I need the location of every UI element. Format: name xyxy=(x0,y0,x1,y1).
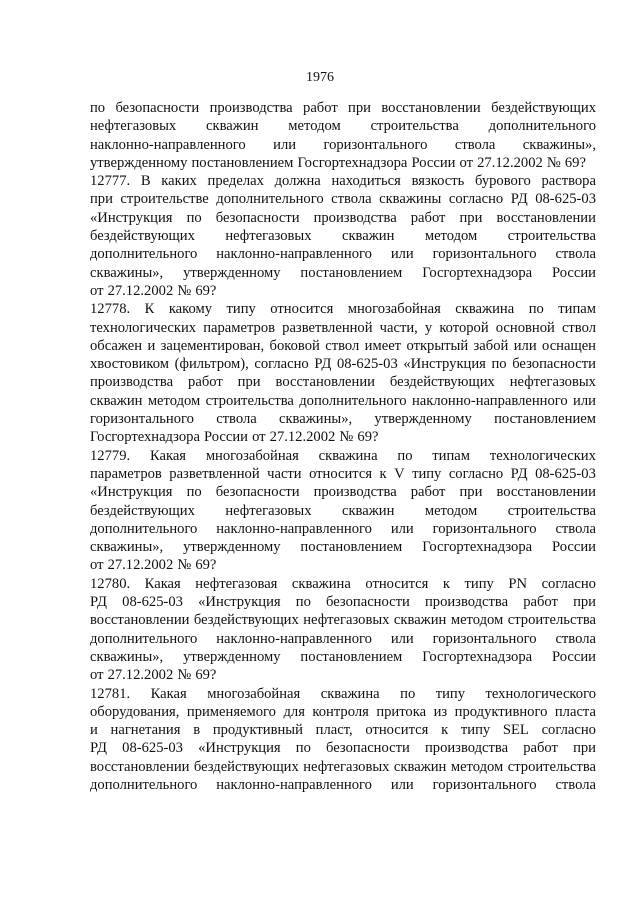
text-line: от 27.12.2002 № 69? xyxy=(90,557,217,574)
text-line: Госгортехнадзора России от 27.12.2002 № 69? xyxy=(90,429,379,446)
text-line: параметров разветвленной части относится к V типу согласно РД 08-625-03 xyxy=(90,465,596,482)
text-line: «Инструкция по безопасности производства работ при восстановлении xyxy=(90,209,596,226)
text-line: горизонтального ствола скважины», утвержденному постановлением xyxy=(90,411,596,428)
text-line: наклонно-направленного или горизонтального ствола скважины», xyxy=(90,136,596,153)
text-line: восстановлении бездействующих нефтегазовых скважин методом строительства xyxy=(90,612,596,629)
text-line: дополнительного наклонно-направленного или горизонтального ствола xyxy=(90,520,596,537)
text-line: по безопасности производства работ при восстановлении бездействующих xyxy=(90,100,596,116)
text-line: производства работ при восстановлении бездействующих нефтегазовых xyxy=(90,374,596,391)
text-line: дополнительного наклонно-направленного или горизонтального ствола xyxy=(90,246,596,263)
text-line: нефтегазовых скважин методом строительства дополнительного xyxy=(90,118,596,135)
text-line: скважины», утвержденному постановлением Госгортехнадзора России xyxy=(90,648,596,665)
text-line: 12779. Какая многозабойная скважина по типам технологических xyxy=(90,447,596,464)
text-line: при строительстве дополнительного ствола скважины согласно РД 08-625-03 xyxy=(90,191,596,208)
text-line: скважины», утвержденному постановлением Госгортехнадзора России xyxy=(90,264,596,281)
text-line: хвостовиком (фильтром), согласно РД 08-625-03 «Инструкция по безопасности xyxy=(90,356,596,373)
text-line: и нагнетания в продуктивный пласт, относится к типу SEL согласно xyxy=(90,722,596,739)
text-line: обсажен и зацементирован, боковой ствол имеет открытый забой или оснащен xyxy=(90,337,596,354)
text-line: 12780. Какая нефтегазовая скважина относится к типу PN согласно xyxy=(90,575,596,592)
page-number: 1976 xyxy=(306,70,334,85)
text-line: дополнительного наклонно-направленного или горизонтального ствола xyxy=(90,630,596,647)
text-line: РД 08-625-03 «Инструкция по безопасности производства работ при xyxy=(90,740,596,757)
text-line: дополнительного наклонно-направленного или горизонтального ствола xyxy=(90,776,596,793)
text-line: скважин методом строительства дополнительного наклонно-направленного или xyxy=(90,392,596,409)
text-line: 12778. К какому типу относится многозабойная скважина по типам xyxy=(90,301,596,318)
body-text xyxy=(90,99,596,794)
text-line: 12777. В каких пределах должна находиться вязкость бурового раствора xyxy=(90,173,596,190)
text-line: бездействующих нефтегазовых скважин методом строительства xyxy=(90,502,596,519)
text-line: бездействующих нефтегазовых скважин методом строительства xyxy=(90,228,596,245)
text-line: от 27.12.2002 № 69? xyxy=(90,282,217,299)
text-line: от 27.12.2002 № 69? xyxy=(90,667,217,684)
text-line: утвержденному постановлением Госгортехнадзора России от 27.12.2002 № 69? xyxy=(90,154,586,171)
text-line: восстановлении бездействующих нефтегазовых скважин методом строительства xyxy=(90,758,596,775)
text-line: скважины», утвержденному постановлением Госгортехнадзора России xyxy=(90,539,596,556)
text-line: РД 08-625-03 «Инструкция по безопасности производства работ при xyxy=(90,594,596,611)
text-line: оборудования, применяемого для контроля притока из продуктивного пласта xyxy=(90,703,596,720)
text-line: «Инструкция по безопасности производства работ при восстановлении xyxy=(90,484,596,501)
text-line: 12781. Какая многозабойная скважина по типу технологического xyxy=(90,685,596,702)
text-line: технологических параметров разветвленной части, у которой основной ствол xyxy=(90,319,596,336)
